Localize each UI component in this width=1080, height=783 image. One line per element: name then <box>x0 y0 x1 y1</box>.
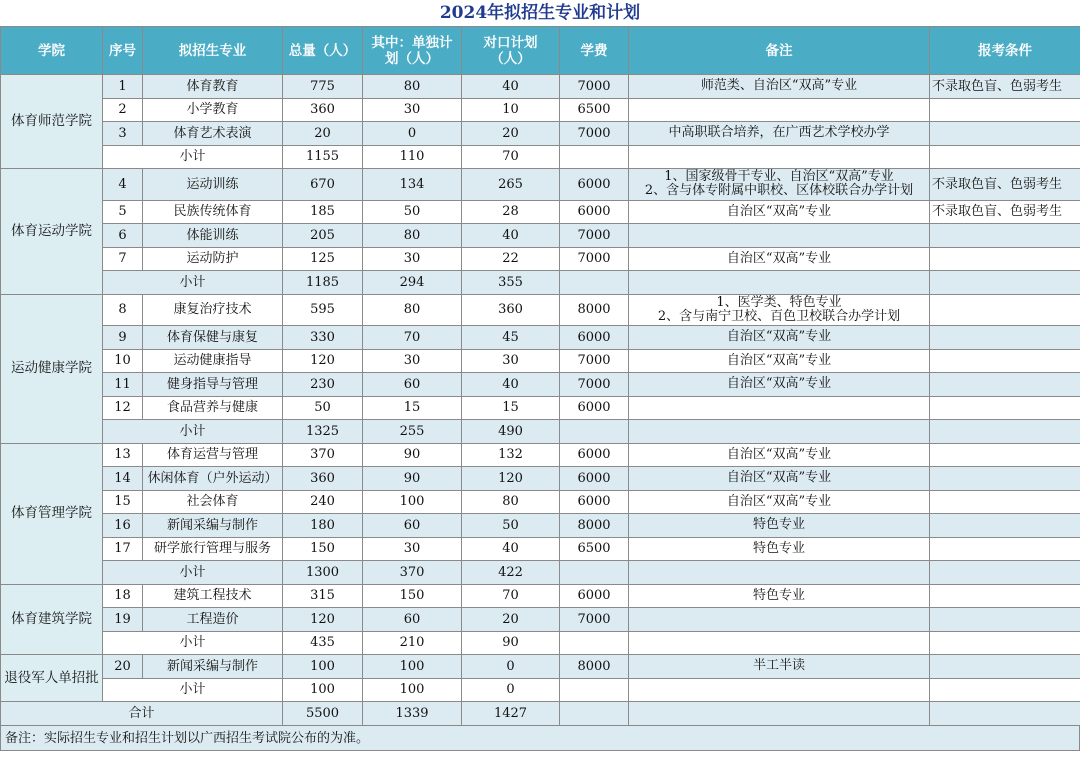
remark-line: 自治区“双高”专业 <box>726 470 832 486</box>
application-condition <box>930 247 1080 271</box>
single-plan-count: 80 <box>363 75 462 99</box>
subtotal-total: 1155 <box>283 145 363 169</box>
major-name: 小学教育 <box>143 98 283 122</box>
row-number: 7 <box>103 247 143 271</box>
tuition-fee: 7000 <box>560 75 629 99</box>
major-name: 健身指导与管理 <box>143 373 283 397</box>
subtotal-single: 100 <box>363 678 462 702</box>
row-number: 5 <box>103 200 143 224</box>
total-count: 370 <box>283 443 363 467</box>
subtotal-row <box>1 561 1080 585</box>
single-plan-count: 30 <box>363 247 462 271</box>
column-header-text: （人） <box>490 50 531 67</box>
tuition-fee: 6000 <box>560 200 629 224</box>
table-row <box>1 326 1080 350</box>
row-number: 8 <box>103 294 143 326</box>
table-header <box>1 27 1080 75</box>
total-count: 125 <box>283 247 363 271</box>
row-number: 13 <box>103 443 143 467</box>
empty-cell <box>629 678 930 702</box>
college-name: 体育建筑学院 <box>1 584 103 655</box>
subtotal-row <box>1 678 1080 702</box>
remark-line: 特色专业 <box>752 587 805 603</box>
subtotal-single: 255 <box>363 420 462 444</box>
row-number: 10 <box>103 349 143 373</box>
tuition-fee: 7000 <box>560 247 629 271</box>
empty-cell <box>930 702 1080 726</box>
duikou-plan-count: 20 <box>462 608 560 632</box>
remark <box>629 122 930 146</box>
tuition-fee: 7000 <box>560 349 629 373</box>
total-count: 50 <box>283 396 363 420</box>
remark-line: 自治区“双高”专业 <box>726 376 832 392</box>
remark-line: 中高职联合培养，在广西艺术学校办学 <box>668 125 890 141</box>
empty-cell <box>560 678 629 702</box>
total-count: 230 <box>283 373 363 397</box>
row-number: 15 <box>103 490 143 514</box>
empty-cell <box>629 145 930 169</box>
total-count: 120 <box>283 608 363 632</box>
subtotal-total: 435 <box>283 631 363 655</box>
application-condition <box>930 584 1080 608</box>
application-condition <box>930 349 1080 373</box>
single-plan-count: 80 <box>363 294 462 326</box>
row-number: 18 <box>103 584 143 608</box>
tuition-fee: 7000 <box>560 373 629 397</box>
column-header <box>1 27 103 75</box>
subtotal-row <box>1 271 1080 295</box>
subtotal-total: 1325 <box>283 420 363 444</box>
column-header-text: 对口计划 <box>483 34 538 51</box>
remark <box>629 467 930 491</box>
application-condition <box>930 655 1080 679</box>
table-row <box>1 490 1080 514</box>
total-count: 315 <box>283 584 363 608</box>
single-plan-count: 150 <box>363 584 462 608</box>
application-condition <box>930 467 1080 491</box>
empty-cell <box>629 420 930 444</box>
duikou-plan-count: 20 <box>462 122 560 146</box>
duikou-plan-count: 22 <box>462 247 560 271</box>
subtotal-row <box>1 145 1080 169</box>
remark <box>629 200 930 224</box>
remark <box>629 396 930 420</box>
subtotal-single: 370 <box>363 561 462 585</box>
single-plan-count: 30 <box>363 98 462 122</box>
table-row <box>1 247 1080 271</box>
tuition-fee: 6000 <box>560 490 629 514</box>
table-row <box>1 373 1080 397</box>
subtotal-duikou: 490 <box>462 420 560 444</box>
row-number: 1 <box>103 75 143 99</box>
single-plan-count: 90 <box>363 443 462 467</box>
column-header <box>363 27 462 75</box>
major-name: 运动防护 <box>143 247 283 271</box>
empty-cell <box>930 561 1080 585</box>
row-number: 16 <box>103 514 143 538</box>
page-title: 2024年拟招生专业和计划 <box>0 0 1080 26</box>
column-header <box>930 27 1080 75</box>
tuition-fee: 6000 <box>560 467 629 491</box>
subtotal-single: 294 <box>363 271 462 295</box>
column-header <box>103 27 143 75</box>
subtotal-duikou: 90 <box>462 631 560 655</box>
grand-total-row <box>1 702 1080 726</box>
subtotal-duikou: 355 <box>462 271 560 295</box>
column-header-text: 总量（人） <box>288 42 357 59</box>
column-header <box>629 27 930 75</box>
empty-cell <box>930 420 1080 444</box>
total-count: 775 <box>283 75 363 99</box>
major-name: 体育运营与管理 <box>143 443 283 467</box>
grand-total-single: 1339 <box>363 702 462 726</box>
duikou-plan-count: 15 <box>462 396 560 420</box>
subtotal-row <box>1 420 1080 444</box>
single-plan-count: 60 <box>363 373 462 397</box>
row-number: 9 <box>103 326 143 350</box>
application-condition <box>930 98 1080 122</box>
column-header <box>143 27 283 75</box>
major-name: 运动健康指导 <box>143 349 283 373</box>
application-condition <box>930 608 1080 632</box>
duikou-plan-count: 120 <box>462 467 560 491</box>
major-name: 新闻采编与制作 <box>143 655 283 679</box>
grand-total-total: 5500 <box>283 702 363 726</box>
tuition-fee: 6000 <box>560 169 629 201</box>
table-row <box>1 200 1080 224</box>
grand-total-label: 合计 <box>1 702 283 726</box>
subtotal-label: 小计 <box>103 561 283 585</box>
application-condition: 不录取色盲、色弱考生 <box>930 75 1080 99</box>
single-plan-count: 90 <box>363 467 462 491</box>
application-condition <box>930 294 1080 326</box>
header-row <box>1 27 1080 75</box>
empty-cell <box>560 702 629 726</box>
duikou-plan-count: 360 <box>462 294 560 326</box>
application-condition <box>930 122 1080 146</box>
remark <box>629 294 930 326</box>
major-name: 体能训练 <box>143 224 283 248</box>
table-row <box>1 608 1080 632</box>
single-plan-count: 80 <box>363 224 462 248</box>
table-body <box>1 75 1080 726</box>
major-name: 新闻采编与制作 <box>143 514 283 538</box>
remark-line: 半工半读 <box>752 658 805 674</box>
duikou-plan-count: 0 <box>462 655 560 679</box>
remark-line: 1、国家级骨干专业、自治区“双高”专业 <box>664 169 894 185</box>
single-plan-count: 134 <box>363 169 462 201</box>
college-name: 体育运动学院 <box>1 169 103 295</box>
column-header <box>462 27 560 75</box>
table-row <box>1 169 1080 201</box>
remark <box>629 373 930 397</box>
column-header-text: 序号 <box>109 42 136 59</box>
empty-cell <box>560 631 629 655</box>
remark-line: 自治区“双高”专业 <box>726 352 832 368</box>
duikou-plan-count: 40 <box>462 75 560 99</box>
major-name: 食品营养与健康 <box>143 396 283 420</box>
total-count: 240 <box>283 490 363 514</box>
tuition-fee: 7000 <box>560 608 629 632</box>
remark-line: 特色专业 <box>752 517 805 533</box>
row-number: 17 <box>103 537 143 561</box>
application-condition <box>930 490 1080 514</box>
column-header-text: 其中：单独计 <box>371 34 453 51</box>
remark <box>629 514 930 538</box>
remark-line: 2、含与南宁卫校、百色卫校联合办学计划 <box>657 308 901 324</box>
duikou-plan-count: 45 <box>462 326 560 350</box>
subtotal-total: 1300 <box>283 561 363 585</box>
empty-cell <box>629 271 930 295</box>
empty-cell <box>930 631 1080 655</box>
remark-line: 自治区“双高”专业 <box>726 493 832 509</box>
remark <box>629 608 930 632</box>
empty-cell <box>560 561 629 585</box>
application-condition: 不录取色盲、色弱考生 <box>930 200 1080 224</box>
table-row <box>1 396 1080 420</box>
remark <box>629 537 930 561</box>
major-name: 研学旅行管理与服务 <box>143 537 283 561</box>
duikou-plan-count: 132 <box>462 443 560 467</box>
single-plan-count: 0 <box>363 122 462 146</box>
table-row <box>1 467 1080 491</box>
row-number: 12 <box>103 396 143 420</box>
table-row <box>1 75 1080 99</box>
application-condition <box>930 373 1080 397</box>
tuition-fee: 6000 <box>560 396 629 420</box>
major-name: 社会体育 <box>143 490 283 514</box>
remark <box>629 98 930 122</box>
enrollment-table <box>0 26 1080 726</box>
remark-line: 自治区“双高”专业 <box>726 203 832 219</box>
row-number: 2 <box>103 98 143 122</box>
row-number: 14 <box>103 467 143 491</box>
single-plan-count: 60 <box>363 514 462 538</box>
application-condition <box>930 326 1080 350</box>
subtotal-total: 100 <box>283 678 363 702</box>
remark <box>629 443 930 467</box>
application-condition <box>930 396 1080 420</box>
row-number: 11 <box>103 373 143 397</box>
total-count: 120 <box>283 349 363 373</box>
total-count: 100 <box>283 655 363 679</box>
tuition-fee: 6000 <box>560 584 629 608</box>
table-row <box>1 655 1080 679</box>
total-count: 330 <box>283 326 363 350</box>
subtotal-label: 小计 <box>103 271 283 295</box>
column-header-text: 学院 <box>38 42 65 59</box>
single-plan-count: 30 <box>363 537 462 561</box>
total-count: 360 <box>283 467 363 491</box>
subtotal-label: 小计 <box>103 678 283 702</box>
tuition-fee: 6000 <box>560 443 629 467</box>
empty-cell <box>629 561 930 585</box>
single-plan-count: 15 <box>363 396 462 420</box>
grand-total-duikou: 1427 <box>462 702 560 726</box>
remark-line: 自治区“双高”专业 <box>726 446 832 462</box>
application-condition: 不录取色盲、色弱考生 <box>930 169 1080 201</box>
total-count: 595 <box>283 294 363 326</box>
empty-cell <box>629 702 930 726</box>
column-header <box>283 27 363 75</box>
table-row <box>1 98 1080 122</box>
remark <box>629 247 930 271</box>
subtotal-row <box>1 631 1080 655</box>
major-name: 休闲体育（户外运动） <box>143 467 283 491</box>
empty-cell <box>930 678 1080 702</box>
empty-cell <box>930 145 1080 169</box>
empty-cell <box>629 631 930 655</box>
footnote: 备注：实际招生专业和招生计划以广西招生考试院公布的为准。 <box>0 726 1080 751</box>
single-plan-count: 100 <box>363 490 462 514</box>
duikou-plan-count: 10 <box>462 98 560 122</box>
application-condition <box>930 514 1080 538</box>
subtotal-total: 1185 <box>283 271 363 295</box>
single-plan-count: 100 <box>363 655 462 679</box>
empty-cell <box>560 271 629 295</box>
remark-line: 师范类、自治区“双高”专业 <box>700 78 858 94</box>
remark-line: 自治区“双高”专业 <box>726 250 832 266</box>
column-header-text: 学费 <box>580 42 608 59</box>
tuition-fee: 8000 <box>560 514 629 538</box>
duikou-plan-count: 265 <box>462 169 560 201</box>
remark <box>629 75 930 99</box>
table-row <box>1 537 1080 561</box>
column-header-text: 拟招生专业 <box>178 42 247 59</box>
duikou-plan-count: 40 <box>462 373 560 397</box>
major-name: 建筑工程技术 <box>143 584 283 608</box>
column-header-text: 报考条件 <box>978 42 1032 59</box>
single-plan-count: 30 <box>363 349 462 373</box>
tuition-fee: 8000 <box>560 294 629 326</box>
remark <box>629 490 930 514</box>
row-number: 4 <box>103 169 143 201</box>
major-name: 体育教育 <box>143 75 283 99</box>
subtotal-label: 小计 <box>103 631 283 655</box>
major-name: 民族传统体育 <box>143 200 283 224</box>
duikou-plan-count: 70 <box>462 584 560 608</box>
table-row <box>1 349 1080 373</box>
college-name: 体育管理学院 <box>1 443 103 584</box>
table-row <box>1 294 1080 326</box>
duikou-plan-count: 50 <box>462 514 560 538</box>
remark <box>629 584 930 608</box>
row-number: 19 <box>103 608 143 632</box>
remark-line: 自治区“双高”专业 <box>726 329 832 345</box>
subtotal-single: 210 <box>363 631 462 655</box>
remark <box>629 326 930 350</box>
major-name: 康复治疗技术 <box>143 294 283 326</box>
column-header-text: 划（人） <box>385 50 439 67</box>
row-number: 3 <box>103 122 143 146</box>
row-number: 6 <box>103 224 143 248</box>
major-name: 体育艺术表演 <box>143 122 283 146</box>
tuition-fee: 7000 <box>560 122 629 146</box>
empty-cell <box>930 271 1080 295</box>
subtotal-duikou: 422 <box>462 561 560 585</box>
tuition-fee: 8000 <box>560 655 629 679</box>
college-name: 退役军人单招批 <box>1 655 103 702</box>
remark-line: 1、医学类、特色专业 <box>716 294 842 310</box>
empty-cell <box>560 420 629 444</box>
remark <box>629 655 930 679</box>
table-row <box>1 584 1080 608</box>
subtotal-label: 小计 <box>103 420 283 444</box>
college-name: 体育师范学院 <box>1 75 103 169</box>
tuition-fee: 7000 <box>560 224 629 248</box>
table-row <box>1 443 1080 467</box>
total-count: 205 <box>283 224 363 248</box>
total-count: 20 <box>283 122 363 146</box>
subtotal-duikou: 0 <box>462 678 560 702</box>
empty-cell <box>560 145 629 169</box>
college-name: 运动健康学院 <box>1 294 103 443</box>
tuition-fee: 6500 <box>560 537 629 561</box>
total-count: 180 <box>283 514 363 538</box>
table-row <box>1 122 1080 146</box>
total-count: 150 <box>283 537 363 561</box>
table-row <box>1 224 1080 248</box>
row-number: 20 <box>103 655 143 679</box>
total-count: 670 <box>283 169 363 201</box>
single-plan-count: 50 <box>363 200 462 224</box>
application-condition <box>930 537 1080 561</box>
duikou-plan-count: 28 <box>462 200 560 224</box>
remark-line: 特色专业 <box>752 540 805 556</box>
duikou-plan-count: 40 <box>462 537 560 561</box>
remark <box>629 169 930 201</box>
application-condition <box>930 443 1080 467</box>
duikou-plan-count: 30 <box>462 349 560 373</box>
tuition-fee: 6500 <box>560 98 629 122</box>
major-name: 体育保健与康复 <box>143 326 283 350</box>
single-plan-count: 70 <box>363 326 462 350</box>
major-name: 运动训练 <box>143 169 283 201</box>
application-condition <box>930 224 1080 248</box>
tuition-fee: 6000 <box>560 326 629 350</box>
major-name: 工程造价 <box>143 608 283 632</box>
subtotal-label: 小计 <box>103 145 283 169</box>
remark <box>629 224 930 248</box>
subtotal-duikou: 70 <box>462 145 560 169</box>
duikou-plan-count: 80 <box>462 490 560 514</box>
column-header-text: 备注 <box>765 42 793 59</box>
column-header <box>560 27 629 75</box>
subtotal-single: 110 <box>363 145 462 169</box>
single-plan-count: 60 <box>363 608 462 632</box>
total-count: 360 <box>283 98 363 122</box>
remark <box>629 349 930 373</box>
table-row <box>1 514 1080 538</box>
duikou-plan-count: 40 <box>462 224 560 248</box>
remark-line: 2、含与体专附属中职校、区体校联合办学计划 <box>644 183 914 199</box>
total-count: 185 <box>283 200 363 224</box>
